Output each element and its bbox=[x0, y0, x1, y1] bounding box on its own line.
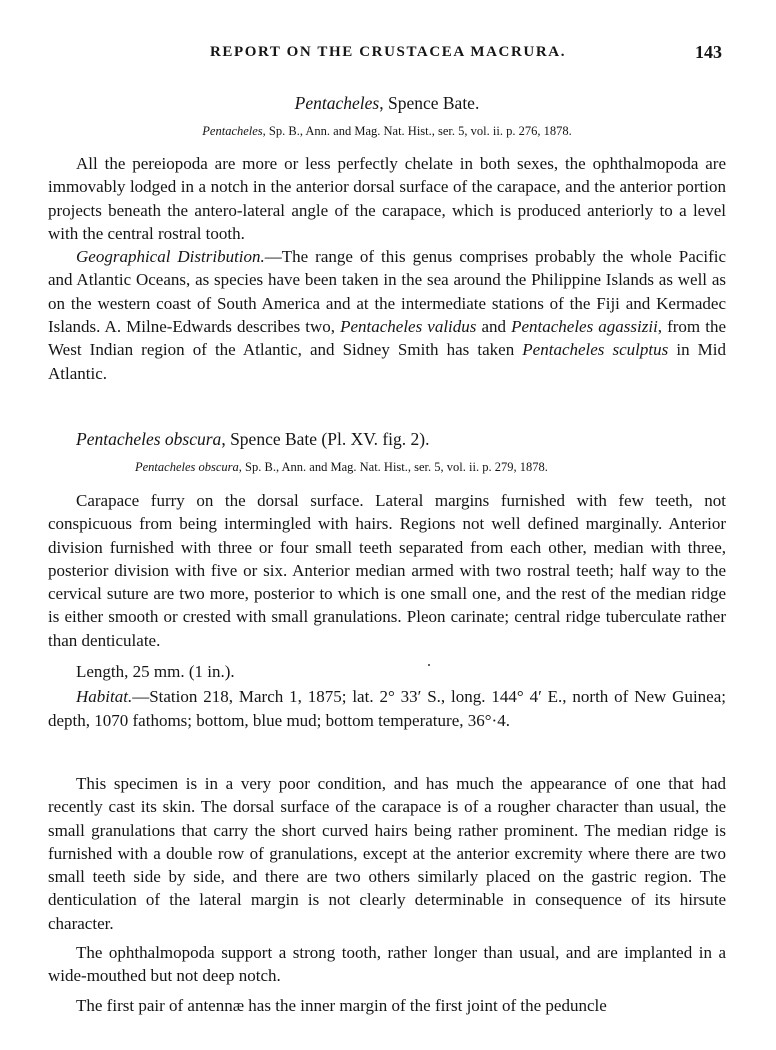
page-number: 143 bbox=[695, 42, 722, 62]
genus-citation bbox=[48, 123, 726, 139]
genus-text bbox=[48, 152, 726, 385]
species-citation bbox=[135, 459, 735, 475]
genus-heading bbox=[48, 92, 726, 114]
species-name: Pentacheles obscura bbox=[76, 429, 222, 449]
distribution-label: Geographical Distribution. bbox=[76, 247, 265, 267]
ink-speck bbox=[428, 664, 430, 666]
genus-name: Pentacheles bbox=[294, 93, 380, 113]
remarks-text bbox=[48, 772, 726, 1017]
species-description: Carapace furry on the dorsal surface. Lateral margins furnished with few teeth, not conspicuous from being intermingled with hairs. Regions not well defined marginally. Anterior division furnished with three or four small teeth separated from each other, median with three, posterior division with five or six. Anterior median armed with two rostral teeth; half way to the cervical suture are two more, posterior to which is one small one, and the rest of the median ridge is either smooth or crested with small granulations. Pleon carinate; central ridge tuberculate rather than denticulate. bbox=[48, 491, 726, 650]
species-heading bbox=[76, 428, 754, 450]
species-name-agassizii: Pentacheles agassizii bbox=[511, 317, 658, 337]
species-author: , Spence Bate (Pl. XV. fig. 2). bbox=[221, 429, 430, 449]
remarks-paragraph: This specimen is in a very poor condition, and has much the appearance of one that had recently cast its skin. The dorsal surface of the carapace is of a rougher character than usual, the small granulations that carry the short curved hairs being rather prominent. The median ridge is furnished with a double row of granulations, except at the anterior excremity where there are two small teeth side by side, and there are two others similarly placed on the gastric region. The denticulation of the lateral margin is not clearly determinable in consequence of its hirsute character. bbox=[48, 774, 726, 933]
genus-description: All the pereiopoda are more or less perfectly chelate in both sexes, the ophthalmopoda are immovably lodged in a notch in the anterior dorsal surface of the carapace, and the anterior portion projects beneath the antero-lateral angle of the carapace, which is produced anteriorly to a level with the central rostral tooth. bbox=[48, 154, 726, 243]
genus-citation-name: Pentacheles bbox=[202, 124, 263, 138]
running-title: REPORT ON THE CRUSTACEA MACRURA. bbox=[209, 44, 567, 60]
running-head bbox=[0, 44, 776, 68]
distribution-text: in Mid Atlantic. bbox=[48, 340, 726, 383]
species-text bbox=[48, 489, 726, 732]
species-name-validus: Pentacheles validus bbox=[340, 317, 477, 337]
species-citation-name: Pentacheles obscura bbox=[135, 460, 239, 474]
species-length: Length, 25 mm. (1 in.). bbox=[76, 662, 235, 682]
distribution-text: , from the West Indian region of the Atlantic, and Sidney Smith has taken bbox=[48, 317, 726, 360]
species-citation-ref: , Sp. B., Ann. and Mag. Nat. Hist., ser. 5, vol. ii. p. 279, 1878. bbox=[238, 460, 548, 474]
distribution-text: and bbox=[476, 317, 512, 337]
distribution-text: —The range of this genus comprises probably the whole Pacific and Atlantic Oceans, as species have been taken in the sea around the Philippine Islands as well as on the western coast of South America and at the intermediate stations of the Fiji and Kermadec Islands. A. Milne-Edwards describes two, bbox=[48, 247, 726, 337]
habitat-label: Habitat. bbox=[76, 687, 133, 707]
remarks-paragraph: The ophthalmopoda support a strong tooth, rather longer than usual, and are implanted in a wide-mouthed but not deep notch. bbox=[48, 943, 726, 986]
genus-author: , Spence Bate. bbox=[379, 93, 480, 113]
genus-citation-ref: , Sp. B., Ann. and Mag. Nat. Hist., ser. 5, vol. ii. p. 276, 1878. bbox=[262, 124, 572, 138]
habitat-text: —Station 218, March 1, 1875; lat. 2° 33′ S., long. 144° 4′ E., north of New Guinea; depth, 1070 fathoms; bottom, blue mud; bottom temperature, 36°·4. bbox=[48, 687, 726, 730]
species-name-sculptus: Pentacheles sculptus bbox=[522, 340, 669, 360]
remarks-paragraph: The first pair of antennæ has the inner margin of the first joint of the peduncle bbox=[76, 995, 607, 1015]
genus-distribution bbox=[48, 245, 726, 385]
species-habitat bbox=[48, 685, 726, 732]
